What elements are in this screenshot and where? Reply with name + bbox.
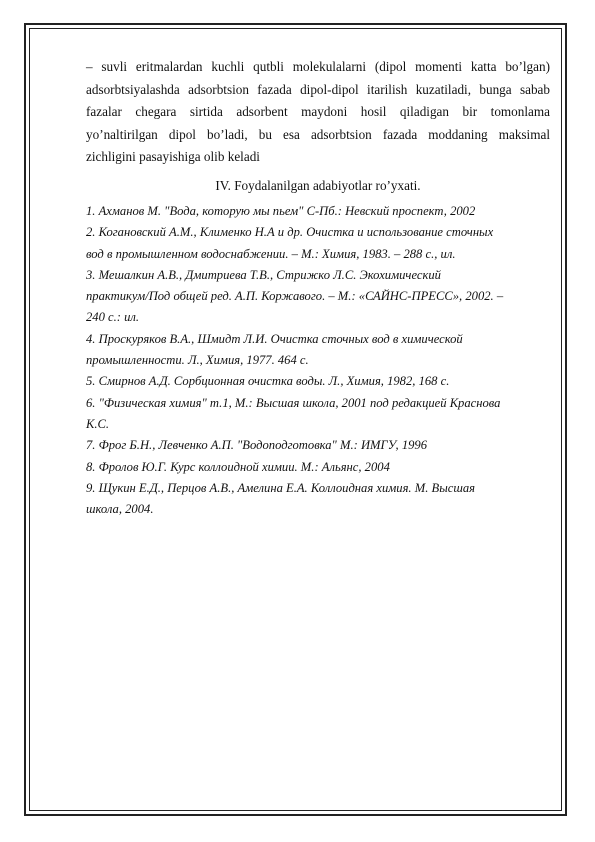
reference-item [86,201,550,222]
reference-item [86,435,550,456]
reference-line: промышленности. Л., Химия, 1977. 464 с. [86,353,309,368]
reference-item [86,265,550,329]
reference-line: 8. Фролов Ю.Г. Курс коллоидной химии. М.: Альянс, 2004 [86,459,390,474]
reference-line: 7. Фрог Б.Н., Левченко А.П. "Водоподготовка" М.: ИМГУ, 1996 [86,438,428,453]
reference-line: К.С. [86,416,110,431]
reference-line: 6. "Физическая химия" т.1, М.: Высшая школа, 2001 под редакцией Краснова [86,395,501,410]
paragraph-line: yo’naltirilgan dipol bo’ladi, bu esa adsorbtsion fazada moddaning maksimal [86,126,550,142]
paragraph-line: – suvli eritmalardan kuchli qutbli molekulalarni (dipol momenti katta bo’lgan) [86,59,550,74]
reference-line: 1. Ахманов М. "Вода, которую мы пьем" С-Пб.: Невский проспект, 2002 [86,203,476,218]
reference-item [86,457,550,478]
reference-item [86,371,550,392]
body-paragraph [86,56,550,169]
reference-line: 9. Щукин Е.Д., Перцов А.В., Амелина Е.А. Коллоидная химия. М. Высшая [86,480,475,495]
reference-item [86,222,550,265]
reference-list [86,201,550,520]
reference-line: вод в промышленном водоснабжении. – М.: Химия, 1983. – 288 с., ил. [86,246,456,261]
reference-line: 5. Смирнов А.Д. Сорбционная очистка воды. Л., Химия, 1982, 168 с. [86,374,450,389]
paragraph-line: zichligini pasayishiga olib keladi [86,149,260,165]
paragraph-line: fazalar chegara sirtida adsorbent maydoni hosil qiladigan bir tomonlama [86,104,550,120]
reference-line: школа, 2004. [86,502,154,517]
section-heading: IV. Foydalanilgan adabiyotlar ro’yxati. [215,177,421,193]
reference-line: 3. Мешалкин А.В., Дмитриева Т.В., Стрижко Л.С. Экохимический [86,267,441,282]
reference-item [86,393,550,436]
reference-item [86,329,550,372]
paragraph-line: adsorbtsiyalashda adsorbtsion fazada dipol-dipol itarilish kuzatiladi, bunga sabab [86,81,550,97]
reference-line: 2. Когановский А.М., Клименко Н.А и др. Очистка и использование сточных [86,225,494,240]
document-body [86,56,550,520]
reference-line: 4. Проскуряков В.А., Шмидт Л.И. Очистка сточных вод в химической [86,331,463,346]
reference-line: 240 с.: ил. [86,310,140,325]
reference-line: практикум/Под общей ред. А.П. Коржавого. – М.: «САЙНС-ПРЕСС», 2002. – [86,289,504,304]
reference-item [86,478,550,521]
